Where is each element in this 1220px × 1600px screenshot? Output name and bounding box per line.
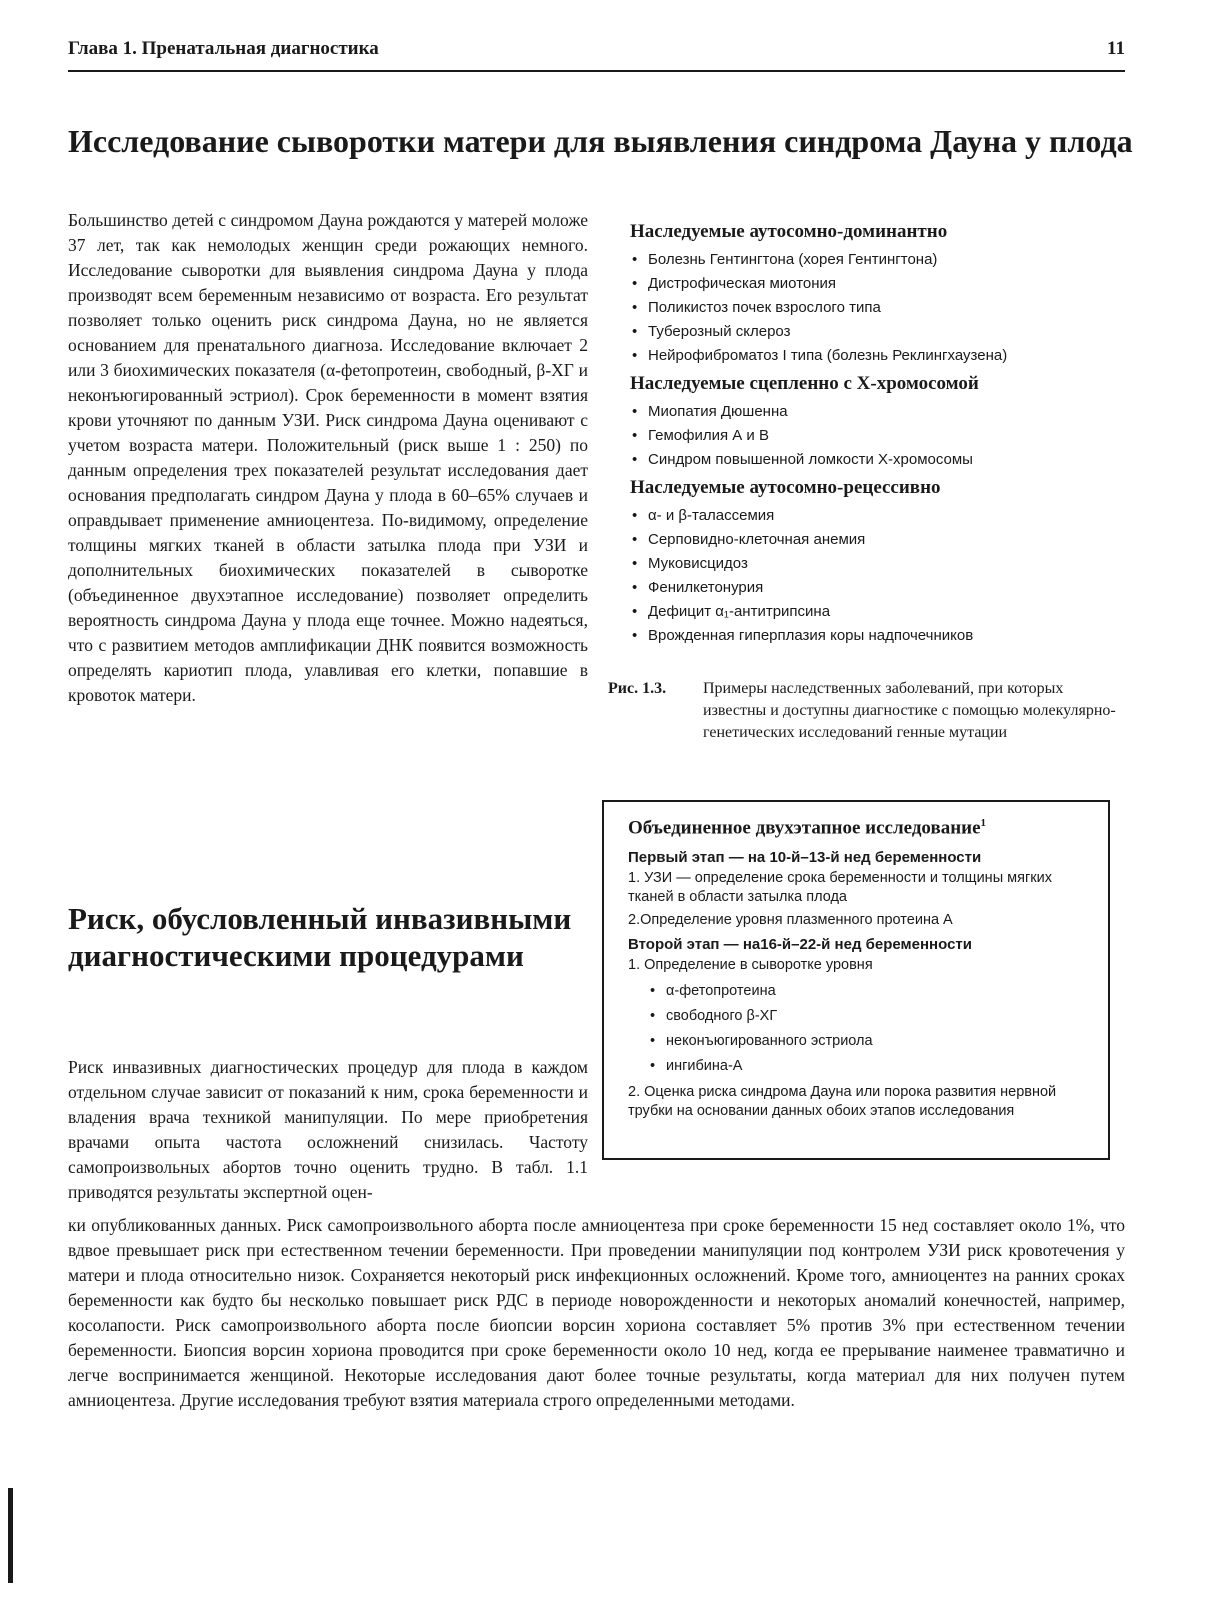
paragraph-serum-screening: Большинство детей с синдромом Дауна рождаются у матерей моложе 37 лет, так как немолодых женщин среди рожающих немного. Исследование сыворотки для выявления синдрома Дауна у плода производят всем беременным независимо от возраста. Его результат позволяет только оценить риск синдрома Дауна, но не является основанием для пренатального диагноза. Исследование включает 2 или 3 биохимических показателя (α-фетопротеин, свободный, β-ХГ и неконъюгированный эстриол). Срок беременности в момент взятия крови уточняют по данным УЗИ. Риск синдрома Дауна оценивают с учетом возраста матери. Положительный (риск выше 1 : 250) по данным определения трех показателей результат исследования дает основания предполагать синдром Дауна у плода в 60–65% случаев и оправдывает применение амниоцентеза. По-видимому, определение толщины мягких тканей в области затылка плода при УЗИ и дополнительных биохимических показателей в сыворотке (объединенное двухэтапное исследование) позволяет определить вероятность синдрома Дауна у плода еще точнее. Можно надеяться, что с развитием методов амплификации ДНК появится возможность определять кариотип плода, улавливая его клетки, попавшие в кровоток матери. [68,210,588,705]
group-autosomal-recessive [630,476,1130,648]
list-item: • Поликистоз почек взрослого типа [632,299,881,316]
list-item: • α- и β-талассемия [632,507,775,524]
list-item: • неконъюгированного эстриола [650,1033,873,1050]
stage-1-item: 2.Определение уровня плазменного протеина А [628,912,953,929]
page-number: 11 [1107,38,1125,59]
list-item: • Нейрофиброматоз I типа (болезнь Реклингхаузена) [632,347,1008,364]
list-item: • α-фетопротеина [650,983,776,1000]
stage-1-item: 1. УЗИ — определение срока беременности и толщины мягких тканей в области затылка плода [628,870,1052,906]
list-item: • Фенилкетонурия [632,579,764,596]
paragraph-invasive-risk: Риск инвазивных диагностических процедур для плода в каждом отдельном случае зависит от показаний к ним, срока беременности и владения врача техникой манипуляции. По мере приобретения врачами опыта частота осложнений снизилась. Частоту самопроизвольных абортов точно оценить трудно. В табл. 1.1 приводятся результаты экспертной оцен- [68,1057,588,1202]
paragraph-invasive-risk-continued: ки опубликованных данных. Риск самопроизвольного аборта после амниоцентеза при сроке беременности 15 нед составляет около 1%, что вдвое превышает риск при естественном течении беременности. При проведении манипуляции под контролем УЗИ риск кровотечения у матери и плода относительно низок. Сохраняется некоторый риск инфекционных осложнений. Кроме того, амниоцентез на ранних сроках беременности как будто бы несколько повышает риск РДС в периоде новорожденности и некоторых аномалий конечностей, например, косолапости. Риск самопроизвольного аборта после биопсии ворсин хориона составляет 5% против 3% при естественном течении беременности. Биопсия ворсин хориона проводится при сроке беременности около 10 нед, когда ее прерывание наименее травматично и легче воспринимается женщиной. Некоторые исследования дают более точные результаты, когда материал для них получен путем амниоцентеза. Другие исследования требуют взятия материала строго определенными методами. [68,1215,1125,1410]
list-item: • свободного β-ХГ [650,1008,778,1025]
list-item: • Синдром повышенной ломкости Х-хромосомы [632,451,973,468]
stage-2-title: Второй этап — на16-й–22-й нед беременности [628,936,972,954]
stage-1-title: Первый этап — на 10-й–13-й нед беременности [628,849,982,867]
stage-2-item: 1. Определение в сыворотке уровня [628,957,873,974]
caption-label: Рис. 1.3. [608,680,667,697]
group-x-linked [630,372,1130,472]
section-title-down-syndrome-screening: Исследование сыворотки матери для выявления синдрома Дауна у плода [68,123,1133,159]
list-item: • Дистрофическая миотония [632,275,837,292]
list-item: • ингибина-А [650,1058,743,1075]
list-item: • Серповидно-клеточная анемия [632,531,866,548]
serum-markers-list [628,979,1096,1079]
list-item: • Дефицит α₁-антитрипсина [632,603,831,620]
stage-2-item: 2. Оценка риска синдрома Дауна или порока развития нервной трубки на основании данных обоих этапов исследования [628,1084,1057,1120]
group-autosomal-dominant [630,220,1130,368]
chapter-title: Глава 1. Пренатальная диагностика [68,38,379,59]
list-item: • Туберозный склероз [632,323,791,340]
scan-edge-mark [8,1488,13,1583]
group-title: Наследуемые аутосомно-доминантно [630,221,948,242]
list-item: • Миопатия Дюшенна [632,403,788,420]
section-title-invasive-risk: Риск, обусловленный инвазивными диагностическими процедурами [68,901,572,973]
running-header [68,38,1125,72]
caption-text: Примеры наследственных заболеваний, при которых известны и доступны диагностике с помощью молекулярно-генетических исследований генные мутации [703,680,1116,741]
figure-1-3-hereditary-diseases [630,220,1130,652]
group-title: Наследуемые сцепленно с Х-хромосомой [630,373,979,394]
list-item: • Муковисцидоз [632,555,748,572]
list-item: • Гемофилия А и В [632,427,769,444]
footnote-mark: 1 [980,817,987,829]
list-item: • Болезнь Гентингтона (хорея Гентингтона) [632,251,938,268]
box-title: Объединенное двухэтапное исследование$^1$ [628,817,987,839]
group-title: Наследуемые аутосомно-рецессивно [630,477,941,498]
combined-screening-box [602,800,1110,1160]
list-item: • Врожденная гиперплазия коры надпочечников [632,627,974,644]
